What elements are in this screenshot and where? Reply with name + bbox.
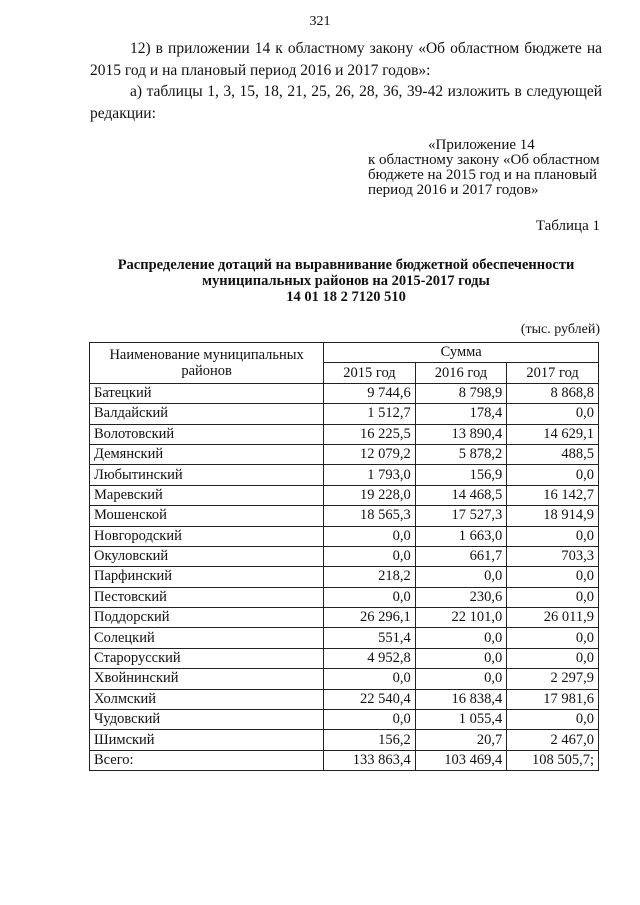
district-name-cell: Поддорский (90, 608, 324, 628)
value-2017-cell: 488,5 (507, 444, 599, 464)
table-title-line-2: муниципальных районов на 2015-2017 годы (202, 273, 490, 289)
value-2016-cell: 661,7 (415, 546, 506, 566)
value-2016-cell: 0,0 (415, 567, 506, 587)
value-2017-cell: 0,0 (507, 526, 599, 546)
total-value-cell: 133 863,4 (324, 750, 415, 770)
value-2015-cell: 16 225,5 (324, 424, 415, 444)
value-2016-cell: 14 468,5 (415, 485, 506, 505)
value-2015-cell: 9 744,6 (324, 383, 415, 403)
table-row (90, 669, 599, 689)
district-name-cell: Холмский (90, 689, 324, 709)
district-name-cell: Старорусский (90, 648, 324, 668)
amendment-paragraph-1: 12) в приложении 14 к областному закону «Об областном бюджете на 2015 год и на плановый период 2016 и 2017 годов»: (90, 40, 602, 79)
district-name-cell: Окуловский (90, 546, 324, 566)
table-row (90, 730, 599, 750)
value-2015-cell: 26 296,1 (324, 608, 415, 628)
district-name-cell: Хвойнинский (90, 669, 324, 689)
table-total-row (90, 750, 599, 770)
value-2015-cell: 0,0 (324, 669, 415, 689)
table-row (90, 628, 599, 648)
units-label: (тыс. рублей) (520, 322, 600, 337)
table-title-line-1: Распределение дотаций на выравнивание бюджетной обеспеченности (117, 257, 575, 273)
value-2015-cell: 22 540,4 (324, 689, 415, 709)
value-2015-cell: 12 079,2 (324, 444, 415, 464)
table-row (90, 383, 599, 403)
header-sum: Сумма (324, 343, 599, 363)
table-row (90, 710, 599, 730)
value-2017-cell: 16 142,7 (507, 485, 599, 505)
value-2016-cell: 16 838,4 (415, 689, 506, 709)
table-row (90, 444, 599, 464)
value-2017-cell: 0,0 (507, 567, 599, 587)
table-row (90, 424, 599, 444)
value-2017-cell: 18 914,9 (507, 506, 599, 526)
value-2015-cell: 551,4 (324, 628, 415, 648)
district-name-cell: Маревский (90, 485, 324, 505)
table-row (90, 689, 599, 709)
value-2017-cell: 2 297,9 (507, 669, 599, 689)
table-title-code: 14 01 18 2 7120 510 (286, 289, 406, 305)
value-2016-cell: 13 890,4 (415, 424, 506, 444)
table-row (90, 587, 599, 607)
table-body (90, 383, 599, 770)
value-2017-cell: 0,0 (507, 710, 599, 730)
district-name-cell: Солецкий (90, 628, 324, 648)
table-number: Таблица 1 (535, 218, 600, 234)
value-2017-cell: 26 011,9 (507, 608, 599, 628)
table-row (90, 608, 599, 628)
district-name-cell: Пестовский (90, 587, 324, 607)
value-2017-cell: 17 981,6 (507, 689, 599, 709)
district-name-cell: Любытинский (90, 465, 324, 485)
value-2016-cell: 22 101,0 (415, 608, 506, 628)
value-2015-cell: 0,0 (324, 710, 415, 730)
value-2017-cell: 14 629,1 (507, 424, 599, 444)
table-row (90, 526, 599, 546)
value-2016-cell: 0,0 (415, 648, 506, 668)
header-district-name: Наименование муниципальных районов (90, 343, 324, 384)
value-2017-cell: 2 467,0 (507, 730, 599, 750)
district-name-cell: Демянский (90, 444, 324, 464)
value-2016-cell: 230,6 (415, 587, 506, 607)
value-2016-cell: 5 878,2 (415, 444, 506, 464)
district-name-cell: Новгородский (90, 526, 324, 546)
value-2016-cell: 178,4 (415, 404, 506, 424)
district-name-cell: Шимский (90, 730, 324, 750)
district-name-cell: Валдайский (90, 404, 324, 424)
value-2015-cell: 156,2 (324, 730, 415, 750)
value-2016-cell: 8 798,9 (415, 383, 506, 403)
header-year-2015: 2015 год (324, 363, 415, 383)
value-2015-cell: 218,2 (324, 567, 415, 587)
district-name-cell: Чудовский (90, 710, 324, 730)
annex-line-3: бюджете на 2015 год и на плановый (368, 167, 598, 183)
value-2017-cell: 0,0 (507, 628, 599, 648)
value-2016-cell: 17 527,3 (415, 506, 506, 526)
page-number: 321 (309, 14, 331, 29)
value-2015-cell: 4 952,8 (324, 648, 415, 668)
header-year-2016: 2016 год (415, 363, 506, 383)
value-2015-cell: 1 512,7 (324, 404, 415, 424)
annex-reference (368, 138, 608, 198)
value-2016-cell: 1 055,4 (415, 710, 506, 730)
value-2016-cell: 0,0 (415, 669, 506, 689)
value-2015-cell: 0,0 (324, 546, 415, 566)
district-name-cell: Мошенской (90, 506, 324, 526)
value-2017-cell: 0,0 (507, 465, 599, 485)
table-row (90, 567, 599, 587)
value-2017-cell: 703,3 (507, 546, 599, 566)
annex-line-1: «Приложение 14 (428, 137, 535, 153)
table-row (90, 465, 599, 485)
value-2016-cell: 156,9 (415, 465, 506, 485)
value-2016-cell: 20,7 (415, 730, 506, 750)
value-2015-cell: 0,0 (324, 587, 415, 607)
value-2016-cell: 0,0 (415, 628, 506, 648)
value-2015-cell: 1 793,0 (324, 465, 415, 485)
value-2015-cell: 18 565,3 (324, 506, 415, 526)
value-2016-cell: 1 663,0 (415, 526, 506, 546)
total-value-cell: 103 469,4 (415, 750, 506, 770)
annex-line-4: период 2016 и 2017 годов» (368, 182, 539, 198)
value-2017-cell: 0,0 (507, 404, 599, 424)
value-2015-cell: 0,0 (324, 526, 415, 546)
total-label-cell: Всего: (90, 750, 324, 770)
table-row (90, 404, 599, 424)
value-2017-cell: 0,0 (507, 587, 599, 607)
table-row (90, 485, 599, 505)
table-row (90, 506, 599, 526)
value-2017-cell: 0,0 (507, 648, 599, 668)
district-name-cell: Парфинский (90, 567, 324, 587)
value-2017-cell: 8 868,8 (507, 383, 599, 403)
total-value-cell: 108 505,7; (507, 750, 599, 770)
table-row (90, 648, 599, 668)
amendment-paragraph-2: а) таблицы 1, 3, 15, 18, 21, 25, 26, 28, 36, 39-42 изложить в следующей редакции: (90, 83, 602, 122)
annex-line-2: к областному закону «Об областном (368, 152, 600, 168)
subsidies-table (89, 342, 599, 771)
district-name-cell: Волотовский (90, 424, 324, 444)
value-2015-cell: 19 228,0 (324, 485, 415, 505)
district-name-cell: Батецкий (90, 383, 324, 403)
header-year-2017: 2017 год (507, 363, 599, 383)
table-row (90, 546, 599, 566)
